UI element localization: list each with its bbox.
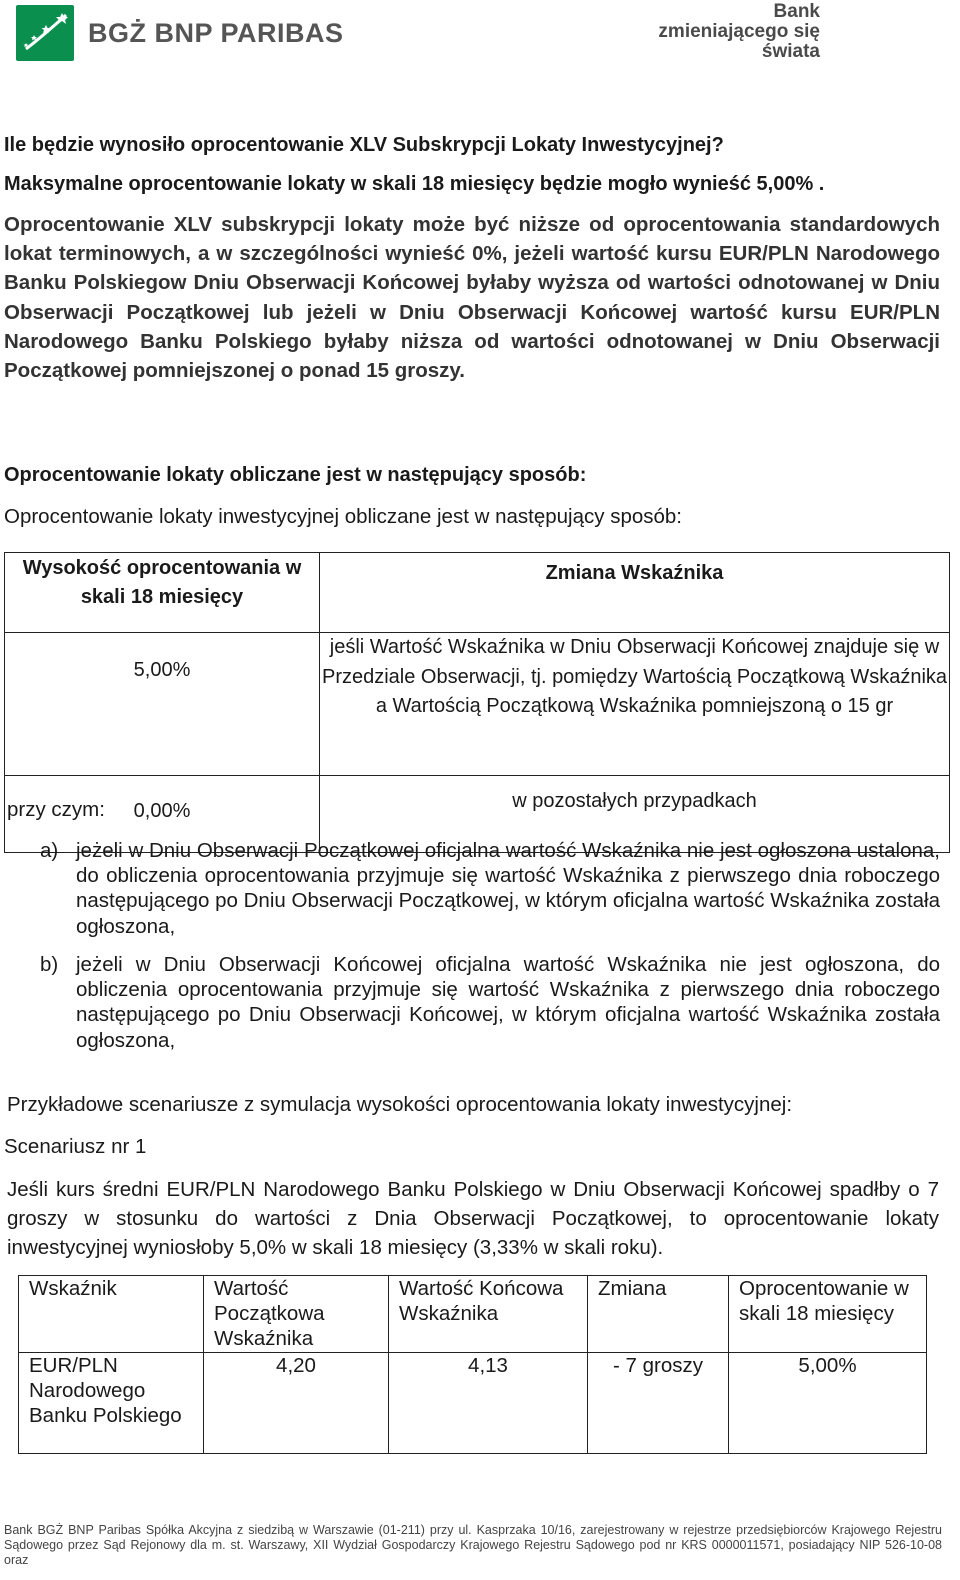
scenario-description: Jeśli kurs średni EUR/PLN Narodowego Banku Polskiego w Dniu Obserwacji Końcowej spadłby o 7 groszy w stosunku do wartości z Dnia Obserwacji Początkowej, to oprocentowanie lokaty inwestycyjnej wyniosłoby 5,0% w skali 18 miesięcy (3,33% w skali roku). [7,1178,939,1260]
table-cell: 5,00% [729,1353,927,1454]
table-cell: 4,20 [204,1353,389,1454]
calculation-title: Oprocentowanie lokaty obliczane jest w następujący sposób: [4,464,587,486]
rate-header-cell: Wysokość oprocentowania w skali 18 miesięcy [5,553,320,633]
scenario-title: Scenariusz nr 1 [4,1135,147,1158]
table-row [5,553,950,633]
max-rate-text: Maksymalne oprocentowanie lokaty w skali 18 miesięcy będzie mogło wynieść 5,00% . [4,173,825,195]
table-cell: 4,13 [389,1353,588,1454]
stars-logo-icon [16,5,74,61]
question-title: Ile będzie wynosiło oprocentowanie XLV Subskrypcji Lokaty Inwestycyjnej? [4,134,724,156]
slogan-line: Bank [773,1,820,22]
table-cell: EUR/PLN Narodowego Banku Polskiego [19,1353,204,1454]
list-item-text: jeżeli w Dniu Obserwacji Końcowej oficjalna wartość Wskaźnika nie jest ogłoszona, do obliczenia oprocentowania przyjmuje się wartość Wskaźnika z pierwszego dnia roboczego następującego po Dniu Obserwacji Końcowej, w którym oficjalna wartość Wskaźnika została ogłoszona, [76,953,940,1052]
rate-value-cell: 0,00% [5,776,320,853]
slogan-line: świata [761,41,820,62]
scenario-table [18,1275,927,1454]
condition-cell: jeśli Wartość Wskaźnika w Dniu Obserwacji Końcowej znajduje się w Przedziale Obserwacji, tj. pomiędzy Wartością Początkową Wskaźnika a Wartością Początkową Wskaźnika pomniejszoną o 15 gr [320,633,950,776]
table-header-cell: Wartość Końcowa Wskaźnika [389,1276,588,1353]
table-header-cell: Wartość Początkowa Wskaźnika [204,1276,389,1353]
note-label: przy czym: [7,798,105,821]
table-row [5,633,950,776]
list-item-text: jeżeli w Dniu Obserwacji Początkowej oficjalna wartość Wskaźnika nie jest ogłoszona ustalona, do obliczenia oprocentowania przyjmuje się wartość Wskaźnika z pierwszego dnia roboczego następującego po Dniu Obserwacji Początkowej, w którym oficjalna wartość Wskaźnika została ogłoszona, [76,839,940,938]
rate-value-cell: 5,00% [5,633,320,776]
table-cell: - 7 groszy [588,1353,729,1454]
table-header-cell: Oprocentowanie w skali 18 miesięcy [729,1276,927,1353]
legal-footer: Bank BGŻ BNP Paribas Spółka Akcyjna z siedzibą w Warszawie (01-211) przy ul. Kasprzaka 10/16, zarejestrowany w rejestrze przedsiębiorców Krajowego Rejestru Sądowego przez Sąd Rejonowy dla m. st. Warszawy, XII Wydział Gospodarczy Krajowego Rejestru Sądowego pod nr KRS 0000011571, posiadający NIP 526-10-08 oraz [4,1523,942,1567]
rate-description: Oprocentowanie XLV subskrypcji lokaty może być niższe od oprocentowania standardowych lokat terminowych, a w szczególności wynieść 0%, jeżeli wartość kursu EUR/PLN Narodowego Banku Polskiegow Dniu Obserwacji Końcowej byłaby wyższa od wartości odnotowanej w Dniu Obserwacji Początkowej lub jeżeli w Dniu Obserwacji Końcowej wartość kursu EUR/PLN Narodowego Banku Polskiego byłaby niższa od wartości odnotowanej w Dniu Obserwacji Początkowej pomniejszonej o ponad 15 groszy. [4,213,940,383]
table-header-cell: Zmiana [588,1276,729,1353]
indicator-header-cell: Zmiana Wskaźnika [320,553,950,633]
table-row [19,1276,927,1353]
bank-logo [16,5,74,61]
table-header-cell: Wskaźnik [19,1276,204,1353]
condition-cell: w pozostałych przypadkach [320,776,950,853]
list-item [40,952,940,1053]
bank-slogan [658,2,820,62]
list-item [40,838,940,939]
scenarios-intro: Przykładowe scenariusze z symulacja wysokości oprocentowania lokaty inwestycyjnej: [7,1093,793,1116]
slogan-line: zmieniającego się [658,21,820,42]
table-row [19,1353,927,1454]
list-item-label: b) [40,953,59,976]
calculation-subtitle: Oprocentowanie lokaty inwestycyjnej obliczane jest w następujący sposób: [4,505,683,528]
bank-logo-text: BGŻ BNP PARIBAS [88,18,344,48]
list-item-label: a) [40,839,59,862]
document-header [0,0,960,80]
